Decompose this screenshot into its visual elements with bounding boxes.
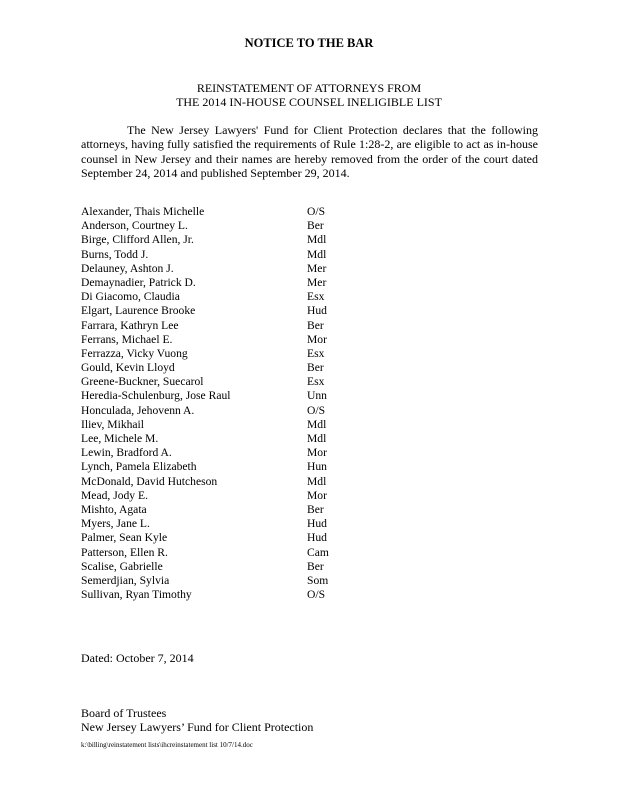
- attorney-row: [81, 347, 381, 361]
- attorney-row: [81, 319, 381, 333]
- signature-line-2: New Jersey Lawyers’ Fund for Client Protection: [81, 720, 314, 734]
- attorney-name: Ferrazza, Vicky Vuong: [81, 346, 188, 360]
- attorney-name: Lee, Michele M.: [81, 432, 159, 445]
- attorney-county: Ber: [307, 502, 324, 516]
- attorney-row: [81, 290, 381, 304]
- attorney-list: [81, 205, 381, 602]
- attorney-row: [81, 389, 381, 403]
- attorney-name: Myers, Jane L.: [81, 517, 150, 531]
- attorney-county: Unn: [307, 389, 327, 403]
- attorney-name: Ferrans, Michael E.: [81, 332, 173, 346]
- attorney-row: [81, 375, 381, 389]
- attorney-name: Honculada, Jehovenn A.: [81, 403, 195, 417]
- dated-line: Dated: October 7, 2014: [81, 651, 194, 665]
- intro-paragraph-text: The New Jersey Lawyers' Fund for Client Protection declares that the following attorneys, having fully satisfied the requirements of Rule 1:28-2, are eligible to act as in-house counsel in New Jersey and their names are hereby removed from the order of the court dated September 24, 2014 and published September 29, 2014.: [81, 123, 538, 180]
- attorney-county: Mer: [307, 275, 327, 289]
- attorney-row: [81, 503, 381, 517]
- attorney-row: [81, 404, 381, 418]
- attorney-row: [81, 418, 381, 432]
- attorney-row: [81, 446, 381, 460]
- attorney-name: Elgart, Laurence Brooke: [81, 304, 196, 318]
- attorney-name: McDonald, David Hutcheson: [81, 474, 218, 488]
- attorney-row: [81, 262, 381, 276]
- attorney-county: Hud: [307, 517, 327, 531]
- attorney-name: Di Giacomo, Claudia: [81, 290, 180, 304]
- attorney-row: [81, 432, 381, 446]
- subtitle-line-2: THE 2014 IN-HOUSE COUNSEL INELIGIBLE LIST: [176, 95, 442, 109]
- attorney-county: Esx: [307, 290, 325, 304]
- attorney-county: Mdl: [307, 432, 327, 445]
- attorney-county: Mdl: [307, 474, 327, 488]
- attorney-row: [81, 233, 381, 247]
- attorney-name: Heredia-Schulenburg, Jose Raul: [81, 389, 231, 403]
- signature-block: [81, 706, 313, 734]
- attorney-name: Mead, Jody E.: [81, 488, 148, 502]
- attorney-row: [81, 489, 381, 503]
- attorney-county: Cam: [307, 545, 329, 559]
- attorney-name: Gould, Kevin Lloyd: [81, 361, 175, 375]
- attorney-county: Esx: [307, 375, 325, 389]
- attorney-county: Som: [307, 573, 329, 587]
- attorney-name: Sullivan, Ryan Timothy: [81, 588, 192, 602]
- attorney-row: [81, 588, 381, 602]
- attorney-county: Hud: [307, 304, 327, 318]
- subtitle-line-1: REINSTATEMENT OF ATTORNEYS FROM: [196, 81, 422, 95]
- attorney-county: Hun: [307, 460, 327, 474]
- attorney-name: Lynch, Pamela Elizabeth: [81, 460, 197, 474]
- attorney-row: [81, 248, 381, 262]
- attorney-name: Anderson, Courtney L.: [81, 219, 188, 233]
- attorney-row: [81, 574, 381, 588]
- attorney-name: Greene-Buckner, Suecarol: [81, 375, 204, 389]
- footer-file-path: k:\billing\reinstatement lists\ihcreinstatement list 10/7/14.doc: [81, 741, 253, 749]
- signature-line-1: Board of Trustees: [81, 706, 167, 720]
- attorney-row: [81, 560, 381, 574]
- document-subtitle: [0, 81, 618, 109]
- attorney-county: O/S: [307, 588, 326, 602]
- attorney-row: [81, 361, 381, 375]
- attorney-name: Iliev, Mikhail: [81, 417, 145, 431]
- attorney-row: [81, 304, 381, 318]
- attorney-row: [81, 531, 381, 545]
- attorney-county: O/S: [307, 205, 326, 218]
- attorney-county: Ber: [307, 318, 324, 332]
- attorney-row: [81, 276, 381, 290]
- attorney-name: Patterson, Ellen R.: [81, 545, 168, 559]
- attorney-name: Burns, Todd J.: [81, 247, 149, 261]
- document-title: NOTICE TO THE BAR: [244, 36, 374, 50]
- attorney-county: Ber: [307, 361, 324, 375]
- attorney-name: Semerdjian, Sylvia: [81, 573, 170, 587]
- attorney-county: O/S: [307, 403, 326, 417]
- attorney-county: Mdl: [307, 233, 327, 247]
- attorney-county: Esx: [307, 346, 325, 360]
- attorney-county: Mdl: [307, 247, 327, 261]
- attorney-row: [81, 333, 381, 347]
- attorney-row: [81, 517, 381, 531]
- attorney-county: Mdl: [307, 417, 327, 431]
- attorney-name: Delauney, Ashton J.: [81, 261, 174, 275]
- attorney-county: Ber: [307, 559, 324, 573]
- attorney-row: [81, 219, 381, 233]
- attorney-row: [81, 546, 381, 560]
- attorney-row: [81, 460, 381, 474]
- attorney-county: Mor: [307, 332, 327, 346]
- attorney-row: [81, 475, 381, 489]
- attorney-name: Lewin, Bradford A.: [81, 446, 172, 460]
- attorney-name: Scalise, Gabrielle: [81, 559, 163, 573]
- attorney-county: Mor: [307, 446, 327, 460]
- attorney-county: Mer: [307, 261, 327, 275]
- attorney-county: Mor: [307, 488, 327, 502]
- attorney-name: Farrara, Kathryn Lee: [81, 318, 179, 332]
- attorney-county: Ber: [307, 219, 324, 233]
- attorney-name: Alexander, Thais Michelle: [81, 205, 205, 218]
- attorney-row: [81, 205, 381, 219]
- attorney-county: Hud: [307, 531, 327, 545]
- attorney-name: Demaynadier, Patrick D.: [81, 275, 196, 289]
- attorney-name: Mishto, Agata: [81, 502, 147, 516]
- attorney-name: Birge, Clifford Allen, Jr.: [81, 233, 194, 247]
- intro-paragraph: [81, 123, 538, 180]
- attorney-name: Palmer, Sean Kyle: [81, 531, 168, 545]
